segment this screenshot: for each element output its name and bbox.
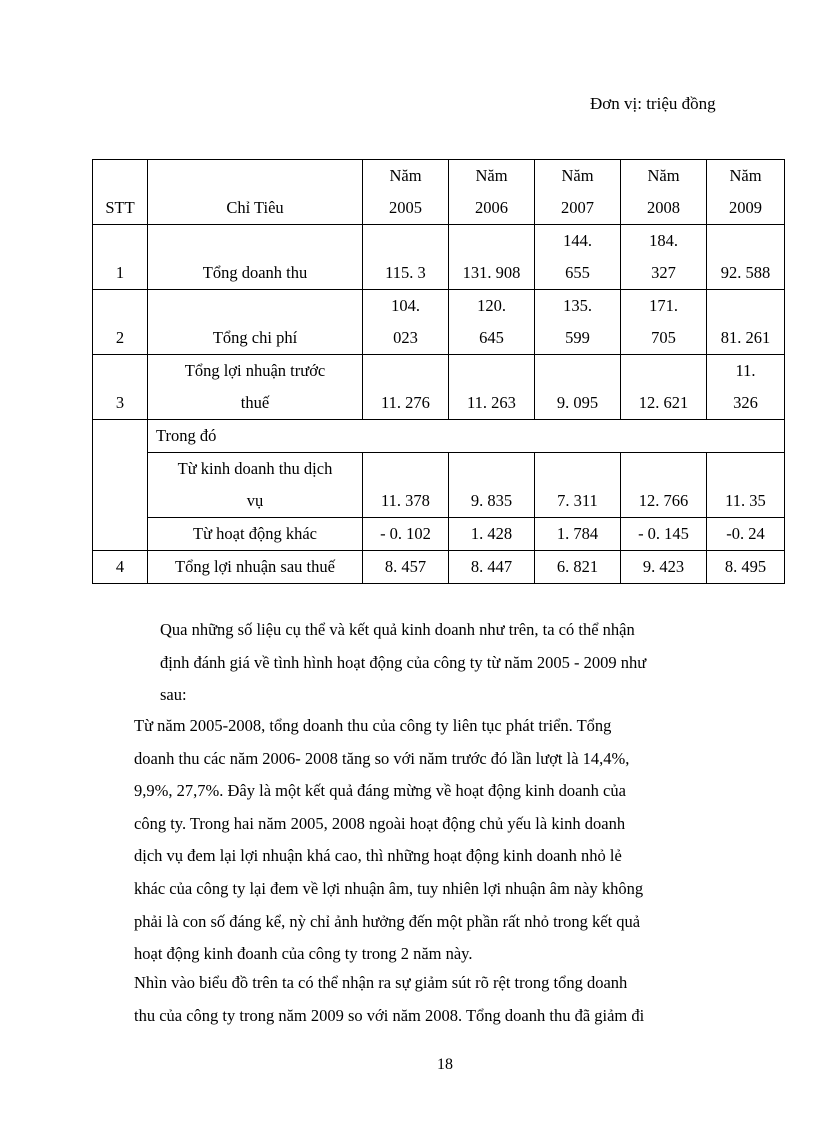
row-stt: 4 <box>93 551 148 584</box>
cell-value: 7. 311 <box>535 453 621 518</box>
row-label: Tổng lợi nhuận trước thuế <box>148 355 363 420</box>
row-label: Từ hoạt động khác <box>148 518 363 551</box>
text-line: thu của công ty trong năm 2009 so với năm 2008. Tổng doanh thu đã giảm đi <box>134 1005 645 1025</box>
cell-value: 92. 588 <box>707 225 785 290</box>
row-stt: 1 <box>93 225 148 290</box>
cell-value: 171. 705 <box>621 290 707 355</box>
text-line: Qua những số liệu cụ thể và kết quả kinh doanh như trên, ta có thể nhận <box>160 620 635 639</box>
cell-value: - 0. 102 <box>363 518 449 551</box>
row-label: Tổng chi phí <box>148 290 363 355</box>
text-line: dịch vụ đem lại lợi nhuận khá cao, thì những hoạt động kinh doanh nhỏ lẻ <box>134 846 622 866</box>
row-stt: 3 <box>93 355 148 420</box>
cell-value: 11. 263 <box>449 355 535 420</box>
row-stt: 2 <box>93 290 148 355</box>
table-row <box>93 453 785 518</box>
header-stt: STT <box>93 160 148 225</box>
table-row-trong-do <box>93 420 785 453</box>
row-label: Tổng lợi nhuận sau thuế <box>148 551 363 584</box>
page-number: 18 <box>437 1056 453 1073</box>
cell-value: 184. 327 <box>621 225 707 290</box>
cell-value: 135. 599 <box>535 290 621 355</box>
text-line: khác của công ty lại đem về lợi nhuận âm, tuy nhiên lợi nhuận âm này không <box>134 878 644 898</box>
table-row <box>93 290 785 355</box>
paragraph-chart-note <box>134 967 730 1032</box>
text-line: định đánh giá về tình hình hoạt động của công ty từ năm 2005 - 2009 như <box>160 652 647 672</box>
header-year: Năm 2008 <box>621 160 707 225</box>
cell-value: 11. 378 <box>363 453 449 518</box>
cell-value: 1. 784 <box>535 518 621 551</box>
cell-value: 12. 621 <box>621 355 707 420</box>
header-year: Năm 2007 <box>535 160 621 225</box>
table-row <box>93 355 785 420</box>
paragraph-analysis <box>134 710 730 971</box>
financial-table <box>92 159 785 584</box>
cell-value: 1. 428 <box>449 518 535 551</box>
text-line: sau: <box>160 685 187 705</box>
header-year: Năm 2006 <box>449 160 535 225</box>
row-label: Từ kinh doanh thu dịch vụ <box>148 453 363 518</box>
header-chi-tieu: Chỉ Tiêu <box>148 160 363 225</box>
cell-value: 8. 457 <box>363 551 449 584</box>
table-row <box>93 225 785 290</box>
row-label: Tổng doanh thu <box>148 225 363 290</box>
cell-value: 9. 423 <box>621 551 707 584</box>
cell-value: 104. 023 <box>363 290 449 355</box>
cell-value: 115. 3 <box>363 225 449 290</box>
text-line: 9,9%, 27,7%. Đây là một kết quả đáng mừng về hoạt động kinh doanh của <box>134 781 626 801</box>
cell-value: 8. 447 <box>449 551 535 584</box>
cell-value: 144. 655 <box>535 225 621 290</box>
cell-value: 81. 261 <box>707 290 785 355</box>
cell-value: 9. 835 <box>449 453 535 518</box>
cell-value: 11. 326 <box>707 355 785 420</box>
unit-label: Đơn vị: triệu đồng <box>590 94 716 113</box>
table-header-row <box>93 160 785 225</box>
paragraph-intro <box>160 614 768 712</box>
text-line: Từ năm 2005-2008, tổng doanh thu của công ty liên tục phát triển. Tổng <box>134 716 612 735</box>
cell-value: - 0. 145 <box>621 518 707 551</box>
text-line: Nhìn vào biểu đồ trên ta có thể nhận ra sự giảm sút rõ rệt trong tổng doanh <box>134 973 628 992</box>
header-year: Năm 2009 <box>707 160 785 225</box>
text-line: phải là con số đáng kể, nỳ chỉ ảnh hưởng đến một phần rất nhỏ trong kết quả <box>134 911 641 931</box>
header-year: Năm 2005 <box>363 160 449 225</box>
cell-value: 11. 276 <box>363 355 449 420</box>
cell-value: 11. 35 <box>707 453 785 518</box>
text-line: doanh thu các năm 2006- 2008 tăng so với năm trước đó lần lượt là 14,4%, <box>134 748 630 768</box>
cell-value: -0. 24 <box>707 518 785 551</box>
cell-value: 131. 908 <box>449 225 535 290</box>
text-line: hoạt động kinh đoanh của công ty trong 2 năm này. <box>134 944 473 964</box>
table-row <box>93 551 785 584</box>
row-stt <box>93 420 148 551</box>
cell-value: 9. 095 <box>535 355 621 420</box>
cell-value: 8. 495 <box>707 551 785 584</box>
text-line: công ty. Trong hai năm 2005, 2008 ngoài hoạt động chủ yếu là kinh doanh <box>134 813 626 833</box>
cell-value: 6. 821 <box>535 551 621 584</box>
cell-value: 120. 645 <box>449 290 535 355</box>
trong-do-label: Trong đó <box>148 420 785 453</box>
cell-value: 12. 766 <box>621 453 707 518</box>
table-row <box>93 518 785 551</box>
